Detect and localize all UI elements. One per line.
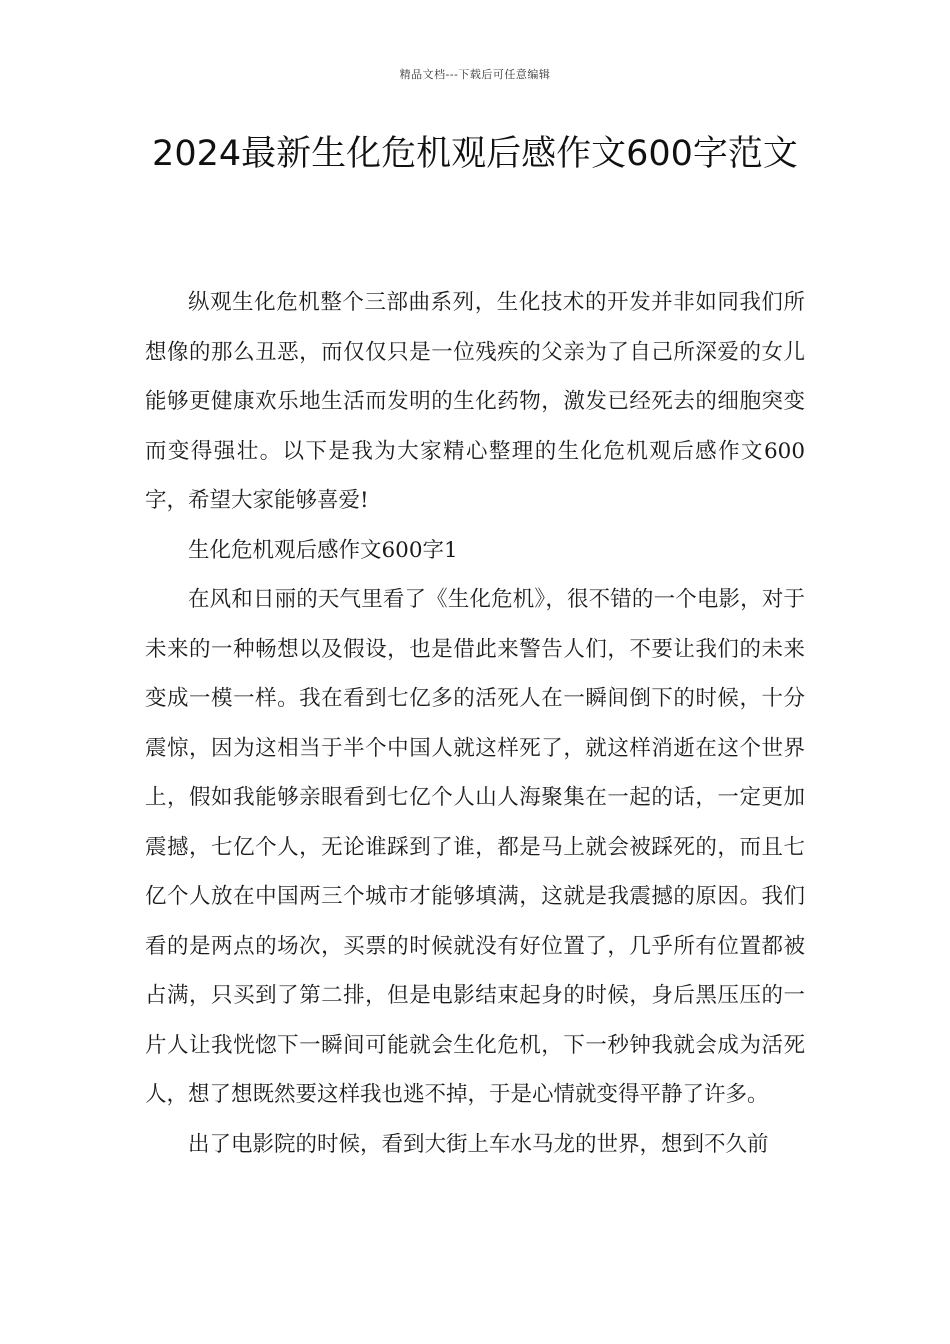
document-body [145,278,805,1169]
paragraph-essay-2: 出了电影院的时候，看到大街上车水马龙的世界，想到不久前 [188,1131,769,1157]
paragraph-essay-1: 在风和日丽的天气里看了《生化危机》，很不错的一个电影，对于未来的一种畅想以及假设，也是借此来警告人们，不要让我们的未来变成一模一样。我在看到七亿多的活死人在一瞬间倒下的时候，十分震惊，因为这相当于半个中国人就这样死了，就这样消逝在这个世界上，假如我能够亲眼看到七亿个人山人海聚集在一起的话，一定更加震撼，七亿个人，无论谁踩到了谁，都是马上就会被踩死的，而且七亿个人放在中国两三个城市才能够填满，这就是我震撼的原因。我们看的是两点的场次，买票的时候就没有好位置了，几乎所有位置都被占满，只买到了第二排，但是电影结束起身的时候，身后黑压压的一片人让我恍惚下一瞬间可能就会生化危机，下一秒钟我就会成为活死人，想了想既然要这样我也逃不掉，于是心情就变得平静了许多。 [145,587,805,1107]
header-note: 精品文档---下载后可任意编辑 [399,68,551,81]
document-title: 2024最新生化危机观后感作文600字范文 [152,134,798,174]
paragraph-intro: 纵观生化危机整个三部曲系列，生化技术的开发并非如同我们所想像的那么丑恶，而仅仅只是一位残疾的父亲为了自己所深爱的女儿能够更健康欢乐地生活而发明的生化药物，激发已经死去的细胞突变而变得强壮。以下是我为大家精心整理的生化危机观后感作文600字，希望大家能够喜爱! [145,290,805,513]
section-heading: 生化危机观后感作文600字1 [188,537,458,563]
